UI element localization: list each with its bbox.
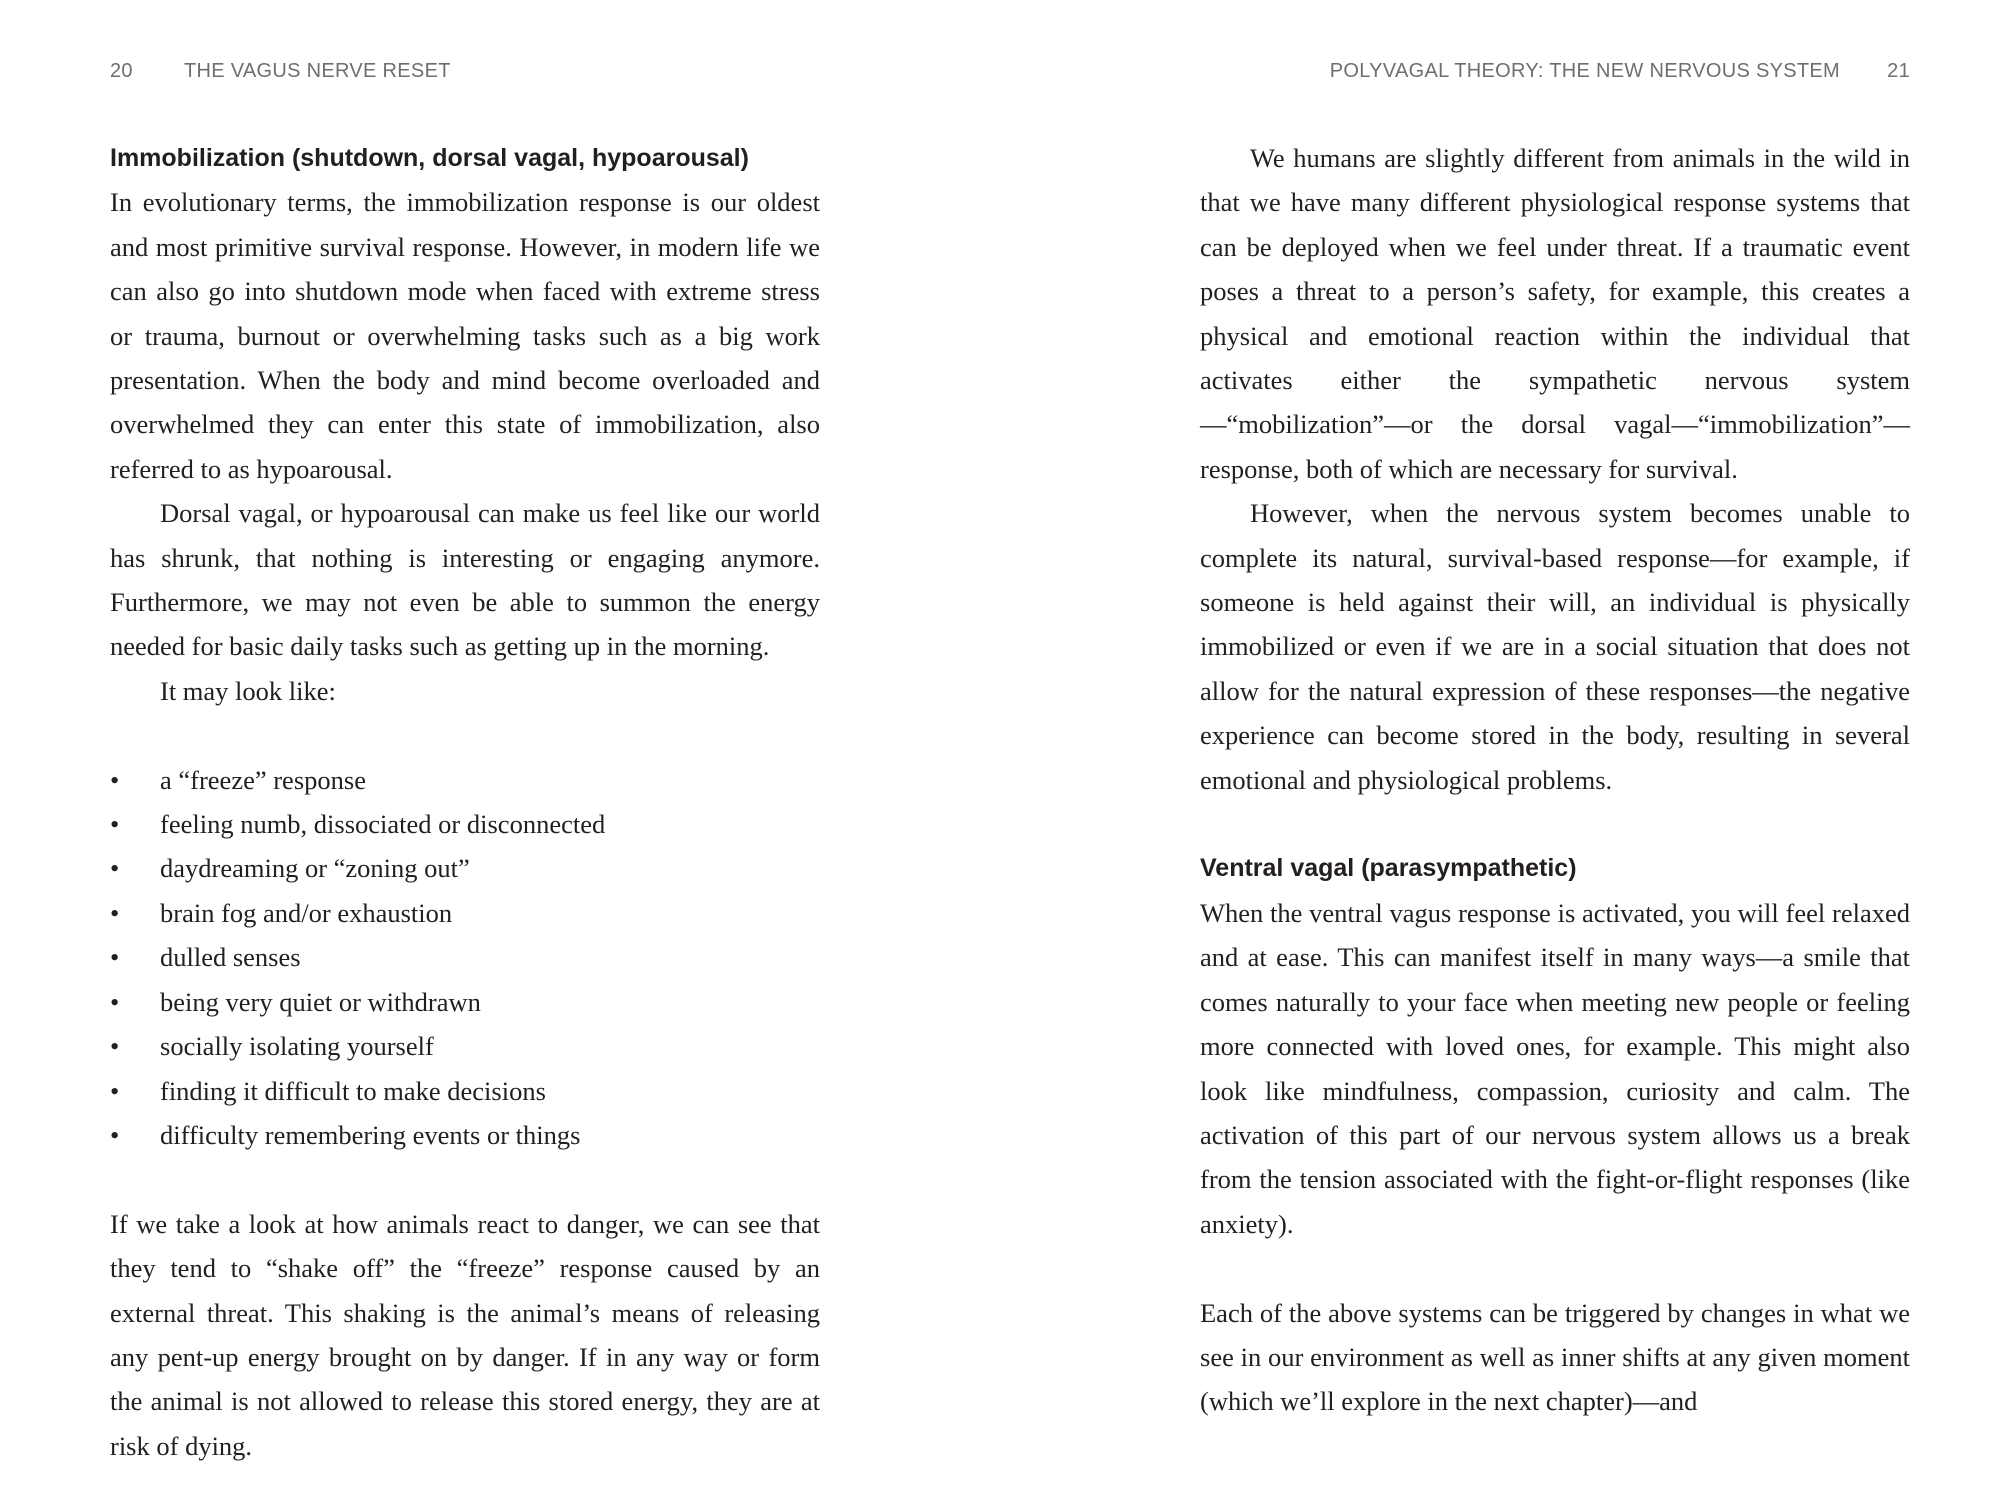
right-page-body: [1200, 136, 1910, 1424]
left-page-body: [110, 136, 820, 1468]
page-number-right: 21: [1887, 60, 1910, 82]
list-item: • difficulty remembering events or things: [110, 1113, 820, 1157]
bullet-icon: •: [110, 942, 120, 973]
spacer: [1200, 1246, 1910, 1290]
bullet-icon: •: [110, 1075, 120, 1106]
list-item: • finding it difficult to make decisions: [110, 1069, 820, 1113]
right-page: [1200, 0, 1910, 1500]
list-item: • being very quiet or withdrawn: [110, 980, 820, 1024]
list-item: • brain fog and/or exhaustion: [110, 891, 820, 935]
bullet-icon: •: [110, 897, 120, 928]
paragraph: We humans are slightly different from animals in the wild in that we have many different physiological response systems that can be deployed when we feel under threat. If a traumatic event poses a threat to a person’s safety, for example, this creates a physical and emotional reaction within the individual that activates either the sympathetic nervous system—“mobilization”—or the dorsal vagal—“immobilization”—response, both of which are necessary for survival.: [1200, 143, 1910, 484]
bullet-icon: •: [110, 809, 120, 840]
book-title-header: THE VAGUS NERVE RESET: [184, 60, 451, 82]
list-item: • a “freeze” response: [110, 758, 820, 802]
bullet-icon: •: [110, 986, 120, 1017]
list-item: • daydreaming or “zoning out”: [110, 846, 820, 890]
paragraph: Dorsal vagal, or hypoarousal can make us feel like our world has shrunk, that nothing is interesting or engaging anymore. Furthermore, we may not even be able to summon the energy needed for basic daily tasks such as getting up in the morning.: [110, 498, 820, 662]
spacer: [110, 1157, 820, 1201]
page-number-left: 20: [110, 60, 133, 82]
left-page: [110, 0, 820, 1500]
paragraph: However, when the nervous system becomes unable to complete its natural, survival-based response—for example, if someone is held against their will, an individual is physically immobilized or even if we are in a social situation that does not allow for the natural expression of these responses—the negative experience can become stored in the body, resulting in several emotional and physiological problems.: [1200, 498, 1910, 795]
chapter-title-header: POLYVAGAL THEORY: THE NEW NERVOUS SYSTEM: [1329, 60, 1840, 82]
bullet-icon: •: [110, 1119, 120, 1150]
bullet-icon: •: [110, 1031, 120, 1062]
spacer: [1200, 802, 1910, 846]
list-item: • socially isolating yourself: [110, 1024, 820, 1068]
section-heading-immobilization: Immobilization (shutdown, dorsal vagal, hypoarousal): [110, 144, 749, 172]
paragraph: If we take a look at how animals react to danger, we can see that they tend to “shake off” the “freeze” response caused by an external threat. This shaking is the animal’s means of releasing any pent-up energy brought on by danger. If in any way or form the animal is not allowed to release this stored energy, they are at risk of dying.: [110, 1208, 820, 1461]
paragraph: Each of the above systems can be triggered by changes in what we see in our environment as well as inner shifts at any given moment (which we’ll explore in the next chapter)—and: [1200, 1297, 1910, 1417]
list-item: • feeling numb, dissociated or disconnected: [110, 802, 820, 846]
bullet-icon: •: [110, 853, 120, 884]
paragraph: It may look like:: [160, 675, 336, 706]
right-running-head: [1200, 60, 1910, 90]
symptom-list: [110, 758, 820, 1158]
left-running-head: [110, 60, 820, 90]
paragraph: In evolutionary terms, the immobilization response is our oldest and most primitive survival response. However, in modern life we can also go into shutdown mode when faced with extreme stress or trauma, burnout or overwhelming tasks such as a big work presentation. When the body and mind become overloaded and overwhelmed they can enter this state of immobilization, also referred to as hypoarousal.: [110, 187, 820, 484]
paragraph: When the ventral vagus response is activated, you will feel relaxed and at ease. This can manifest itself in many ways—a smile that comes naturally to your face when meeting new people or feeling more connected with loved ones, for example. This might also look like mindfulness, compassion, curiosity and calm. The activation of this part of our nervous system allows us a break from the tension associated with the fight-or-flight responses (like anxiety).: [1200, 897, 1910, 1239]
bullet-icon: •: [110, 764, 120, 795]
spacer: [110, 713, 820, 757]
section-heading-ventral-vagal: Ventral vagal (parasympathetic): [1200, 854, 1577, 883]
list-item: • dulled senses: [110, 935, 820, 979]
